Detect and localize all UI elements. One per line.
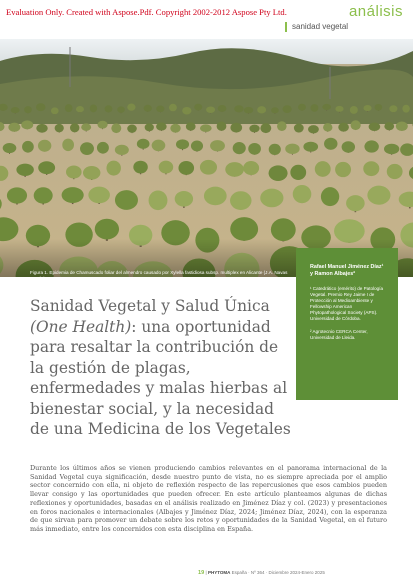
- tree-crown: [384, 144, 399, 154]
- orchard-photo-illustration: [0, 39, 413, 277]
- tree-crown: [159, 161, 174, 174]
- tree-crown: [194, 104, 202, 111]
- tree-crown: [384, 122, 394, 130]
- tree-crown: [298, 104, 306, 111]
- tree-crown: [24, 106, 32, 113]
- tree-crown: [230, 191, 251, 210]
- tree-crown: [244, 107, 253, 114]
- tree-crown: [402, 105, 409, 113]
- tree-crown: [217, 122, 227, 131]
- tree-crown: [156, 122, 167, 130]
- tree-crown: [230, 123, 242, 133]
- tree-crown: [277, 121, 286, 131]
- tree-crown: [97, 121, 107, 129]
- tree-crown: [367, 186, 390, 205]
- section-subtitle: sanidad vegetal: [292, 22, 349, 31]
- tree-crown: [115, 190, 138, 210]
- tree-crown: [230, 217, 258, 241]
- tree-crown: [271, 218, 296, 241]
- tree-crown: [249, 125, 259, 133]
- tree-crown: [178, 161, 194, 175]
- tree-crown: [133, 161, 147, 174]
- title-part: : una oportunidad para resaltar la contribución de la gestión de plagas, enfermedades y malas hierbas al bienestar social, y la necesidad de una Medicina de los Vegetales: [30, 317, 291, 438]
- tree-crown: [127, 104, 135, 111]
- tree-crown: [62, 139, 74, 151]
- tree-crown: [387, 164, 403, 179]
- tree-crown: [88, 187, 110, 204]
- tree-crown: [36, 124, 47, 133]
- tree-crown: [335, 162, 351, 177]
- tree-crown: [322, 104, 331, 110]
- orchard-photo: [0, 39, 413, 277]
- tree-crown: [65, 104, 73, 112]
- evaluation-watermark: Evaluation Only. Created with Aspose.Pdf. Copyright 2002-2012 Aspose Pty Ltd.: [6, 7, 287, 17]
- tree-crown: [321, 187, 339, 206]
- tree-crown: [51, 107, 59, 114]
- tree-crown: [182, 107, 191, 114]
- tree-crown: [186, 122, 196, 130]
- tree-crown: [127, 124, 137, 132]
- tree-crown: [375, 104, 383, 111]
- section-divider: [285, 22, 287, 32]
- tree-crown: [7, 187, 27, 203]
- tree-crown: [218, 105, 227, 112]
- tree-crown: [11, 107, 20, 113]
- tree-crown: [285, 144, 299, 154]
- tree-crown: [257, 106, 266, 113]
- article-title: [30, 296, 292, 440]
- tree-crown: [303, 142, 318, 152]
- authors: Rafael Manuel Jiménez Díaz¹ y Ramon Albajes²: [310, 264, 384, 277]
- tree-crown: [342, 141, 355, 153]
- author-box: [296, 248, 398, 400]
- tree-crown: [97, 142, 109, 154]
- tree-crown: [308, 125, 319, 133]
- tree-crown: [363, 161, 379, 176]
- tree-crown: [145, 123, 154, 131]
- tree-crown: [22, 141, 34, 153]
- figure-caption: Figura 1. Epidemia de Chamuscado foliar del almendro causado por Xylella fastidiosa subsp. multiplex en Alicante (J.A. Navas Cortés).: [30, 270, 288, 281]
- tree-crown: [200, 124, 212, 132]
- footer-separator: |: [205, 570, 207, 575]
- tree-crown: [111, 123, 121, 133]
- tree-crown: [351, 120, 361, 130]
- tree-crown: [389, 105, 397, 112]
- tree-crown: [269, 165, 288, 181]
- tree-crown: [310, 104, 318, 112]
- tree-crown: [364, 140, 378, 152]
- tree-crown: [234, 105, 243, 112]
- tree-crown: [225, 162, 244, 177]
- tree-crown: [137, 139, 150, 149]
- tree-crown: [38, 140, 51, 152]
- tree-crown: [260, 189, 283, 208]
- tree-crown: [149, 191, 168, 211]
- tree-crown: [260, 123, 271, 133]
- tree-crown: [170, 124, 180, 133]
- magazine-name: PHYTOMA: [207, 570, 231, 575]
- tree-crown: [38, 161, 55, 174]
- tree-crown: [396, 121, 408, 131]
- tree-crown: [16, 164, 33, 176]
- tree-crown: [210, 140, 225, 151]
- tree-crown: [346, 195, 365, 211]
- tree-crown: [364, 105, 372, 111]
- tree-crown: [34, 187, 53, 203]
- tree-crown: [369, 122, 381, 131]
- tree-crown: [204, 187, 227, 206]
- tree-crown: [324, 138, 337, 150]
- tree-crown: [169, 104, 177, 112]
- affiliation-2: ² Agrotecnio CERCA Center, Universidad de Lleida.: [310, 328, 368, 340]
- tree-crown: [144, 105, 152, 112]
- tree-crown: [55, 124, 64, 132]
- tree-crown: [62, 187, 84, 203]
- tree-crown: [338, 123, 349, 132]
- tree-crown: [90, 104, 97, 112]
- tree-crown: [350, 106, 358, 114]
- tree-crown: [271, 107, 279, 113]
- title-emphasis: (One Health): [30, 317, 132, 336]
- tree-crown: [106, 161, 120, 176]
- tree-crown: [200, 160, 217, 175]
- tree-crown: [293, 185, 312, 203]
- page-footer: [198, 570, 325, 576]
- tree-crown: [315, 161, 331, 177]
- tree-crown: [21, 120, 33, 129]
- page-number: 19: [198, 570, 205, 576]
- affiliation-1: ¹ Catedrático (emérito) de Patología Vegetal. Premio Rey Jaime I de Protección al Medioambiente y Fellowship American Phytopathological Society (APS). Universidad de Córdoba.: [310, 286, 384, 322]
- tree-crown: [294, 124, 304, 133]
- title-part: Sanidad Vegetal y Salud Única: [30, 297, 270, 315]
- tree-crown: [290, 165, 306, 180]
- issue-info: España · Nº 364 · Diciembre 2024-Enero 2025: [231, 570, 325, 575]
- tree-crown: [76, 106, 84, 112]
- tree-crown: [176, 139, 189, 149]
- tree-crown: [3, 143, 17, 153]
- tree-crown: [95, 219, 119, 240]
- tree-crown: [335, 106, 343, 112]
- tree-crown: [70, 123, 79, 132]
- tree-crown: [323, 123, 332, 131]
- tree-crown: [206, 106, 215, 113]
- tree-crown: [81, 123, 91, 131]
- tree-crown: [117, 106, 125, 112]
- tree-crown: [83, 166, 100, 180]
- tree-crown: [283, 105, 292, 113]
- tree-crown: [156, 106, 164, 113]
- tree-crown: [36, 103, 45, 111]
- tree-crown: [105, 105, 113, 112]
- tree-crown: [248, 143, 261, 155]
- tree-crown: [80, 142, 94, 155]
- tree-crown: [233, 142, 246, 154]
- tree-crown: [243, 161, 259, 175]
- tree-crown: [191, 140, 203, 151]
- tree-crown: [269, 144, 281, 155]
- article-intro: Durante los últimos años se vienen produciendo cambios relevantes en el panorama internacional de la Sanidad Vegetal cuya significación, desde nuestro punto de vista, no es siempre apreciada por el amplio sector concernido con ella, ni objeto de reflexión respecto de las repercusiones que esos cambios pueden llevar consigo y las oportunidades que pueden ofrecer. En este artículo planteamos algunas de dichas reflexiones y oportunidades, basadas en el análisis realizado en Jiménez Díaz y col. (2023) y presentaciones en foros nacionales e internacionales (Albajes y Jiménez Díaz, 2024; Jiménez Díaz, 2024), con la esperanza de que sirvan para promover un debate sobre los retos y oportunidades de la Sanidad Vegetal, en el futuro más inmediato, entre los concernidos con esta disciplina en España.: [30, 464, 387, 533]
- tree-crown: [115, 145, 129, 155]
- tree-crown: [175, 191, 193, 207]
- tree-crown: [8, 123, 20, 132]
- tree-crown: [152, 140, 166, 151]
- tree-crown: [66, 166, 82, 179]
- section-title: análisis: [348, 3, 403, 20]
